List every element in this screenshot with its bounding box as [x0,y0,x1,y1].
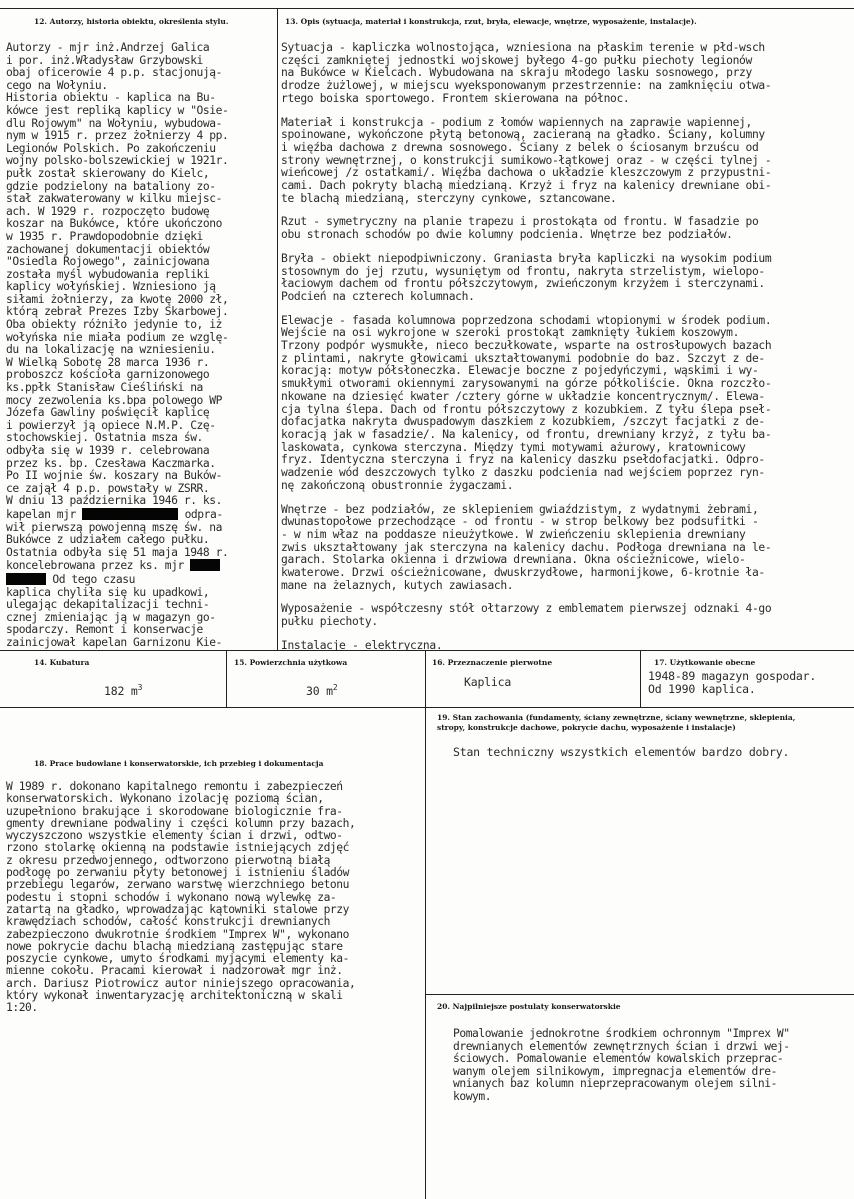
text-line: i por. inż.Władysław Grzybowski [6,53,203,67]
redacted-line-before: Bukówce z udziałem całego pułku. [6,533,210,547]
redaction-box [190,559,220,571]
paragraph [281,603,771,628]
text-line: du na lokalizację na wzniesieniu. [6,343,216,357]
text-line: Rzut - symetryczny na planie trapezu i prostokąta od frontu. W fasadzie po [281,215,759,229]
text-line: drewnianych elementów zewnętrznych ścian i drzwi wej- [453,1039,790,1053]
text-line: kowym. [453,1089,492,1103]
text-line: Józefa Gawliny poświęcił kaplicę [6,406,210,420]
text-line: pułku piechoty. [281,615,378,629]
text-line: strony wewnętrznej, o konstrukcji sumikowo-łątkowej oraz - w części tylnej - [281,153,772,167]
text-line: proboszcz kościoła garnizonowego [6,368,210,382]
text-line: krawędziach schodów, całość konstrukcji drewnianych [6,915,330,929]
text-line: łaciowym dachem od frontu półszczytowym, zwieńczonym krzyżem i sterczynami. [281,277,765,291]
text-line: przebiegu legarów, zerwano warstwę wierzchniego betonu [6,878,349,892]
text-line: rtego boiska sportowego. Frontem skierowana na północ. [281,91,630,105]
redacted-line [6,573,246,587]
text-line: koracją: motyw półsłoneczka. Elewacje boczne z pojedyńczymi, wąskimi i wy- [281,364,759,378]
text-line: ściowych. Pomalowanie elementów kowalskich przeprac- [453,1052,784,1066]
text-line: - w nim właz na poddasze nieużytkowe. W zwieńczeniu sklepienia drewniany [281,527,746,541]
stan-zachowania-value: Stan techniczny wszystkich elementów bardzo dobry. [453,745,790,759]
section-12-text [6,42,246,650]
paragraph [281,216,771,241]
text-line: kaplicy wołyńskiej. Wzniesiono ją [6,280,216,294]
text-line: z okresu przedwojennego, odtworzono pierwotną białą [6,853,330,867]
text-line: na Bukówce w Kielcach. Wybudowana na skraju młodego lasku sosnowego, przy [281,66,752,80]
text-line: fryz. Identyczna sterczyna i fryz na kalenicy daszku psełdofacjatki. Odpro- [281,453,765,467]
text-line: rzono stolarkę okienną na podstawie istniejących zdjęć [6,841,349,855]
redaction-box [82,508,178,520]
section-14 [0,650,226,707]
section-17-header: 17. Użytkowanie obecne [654,658,756,667]
text-line: podestu i stopni schodów i wykonano nową wylewkę za- [6,890,337,904]
redacted-line [6,559,246,573]
text-line: zabezpieczono dwukrotnie środkiem "Imprex W", wykonano [6,927,349,941]
text-line: Materiał i konstrukcja - podium z łomów wapiennych na zaprawie wapiennej, [281,115,752,129]
redacted-line-after: odpra- [178,507,223,521]
section-15-header: 15. Powierzchnia użytkowa [234,658,348,667]
section-13 [277,8,854,650]
text-line: Bryła - obiekt niepodpiwniczony. Graniasta bryła kapliczki na wysokim podium [281,251,772,265]
text-line: nę zakończoną obustronnie żygaczami. [281,478,514,492]
text-line: ulegając dekapitalizacji techni- [6,598,210,612]
redacted-line-before: koncelebrowana przez ks. mjr [6,559,191,573]
section-12 [0,8,277,650]
section-12-header: 12. Autorzy, historia obiektu, określenia stylu. [34,17,229,26]
text-line: wanym olejem silnikowym, impregnacja elementów dre- [453,1064,777,1078]
section-14-header: 14. Kubatura [34,658,90,667]
text-line: który wykonał inwentaryzację architektoniczną w skali [6,989,343,1003]
text-line: Wejście na osi wykrojone w szeroki prostokąt zamknięty łukiem koszowym. [281,326,740,340]
text-line: koracją jak w fasadzie/. Na kalenicy, od frontu, drewniany krzyż, z tyłu ba- [281,427,772,441]
text-line: którą zebrał Prezes Izby Skarbowej. [6,305,229,319]
text-line: cego na Wołyniu. [6,78,108,92]
text-line: gdzie podzielony na bataliony zo- [6,179,216,193]
text-line: zatartą na gładko, wprowadzając kątowniki stalowe przy [6,902,349,916]
redaction-box [6,573,46,585]
text-line: mocy zezwolenia ks.bpa polowego WP [6,393,222,407]
text-line: dofacjatka nakryta dwuspadowym daszkiem z kozubkiem, /szczyt facjatki z de- [281,415,765,429]
text-line: koszar na Bukówce, które ukończono [6,217,222,231]
text-line: te blachą miedzianą, sterczyny cynkowe, sztancowane. [281,191,617,205]
paragraph [281,253,771,304]
text-line: cja tylna ślepa. Dach od frontu półszczytowy z kozubkiem. Z tyłu ślepa pseł- [281,402,772,416]
text-line: Sytuacja - kapliczka wolnostojąca, wzniesiona na płaskim terenie w płd-wsch [281,41,765,54]
redacted-line [6,547,246,560]
text-line: nym w 1915 r. przez żołnierzy 4 pp. [6,129,229,143]
text-line: podłogę po zerwaniu płyty betonowej i istnieniu śladów [6,866,349,880]
text-line: Legionów Polskich. Po zakończeniu [6,141,216,155]
text-line: wojny polsko-bolszewickiej w 1921r. [6,154,229,168]
section-18 [0,707,425,1199]
redacted-line [6,508,246,522]
text-line: stał zakwaterowany w kilku miejsc- [6,192,222,206]
section-17 [640,650,854,707]
text-line: zainicjował kapelan Garnizonu Kie- [6,635,222,649]
section-19-header: 19. Stan zachowania (fundamenty, ściany zewnętrzne, ściany wewnętrzne, sklepienia, stropy, konstrukcje dachowe, pokrycie dachu, wyposażenie i instalacje) [437,713,796,732]
text-line: siłami żołnierzy, za kwotę 2000 zł, [6,292,229,306]
text-line: W Wielką Sobotę 28 marca 1936 r. [6,355,210,369]
text-line: mienne cokołu. Pracami kierował i nadzorował mgr inż. [6,964,343,978]
text-line: Podcień na czterech kolumnach. [281,289,475,303]
text-line: Oba obiekty różniło jedynie to, iż [6,318,222,332]
section-13-text [281,42,771,650]
text-line: uzupełniono brakujące i skorodowane biologicznie fra- [6,804,343,818]
text-line: Historia obiektu - kaplica na Bu- [6,91,216,105]
text-line: W dniu 13 października 1946 r. ks. [6,494,222,508]
text-line: ce zajął 4 p.p. powstały w ZSRR. [6,481,210,495]
text-line: kaplica chyliła się ku upadkowi, [6,585,210,599]
text-line: spoinowane, wykończone płytą betonową, zacieraną na gładko. Ściany, kolumny [281,128,765,142]
text-line: przez ks. bp. Czesława Kaczmarka. [6,456,216,470]
text-line: kwaterowe. Drzwi ościeżnicowane, dwuskrzydłowe, harmonijkowe, 6-krotnie ła- [281,566,765,580]
text-line: w 1935 r. Prawdopodobnie dzięki [6,229,203,243]
text-line: kówce jest repliką kaplicy w "Osie- [6,103,229,117]
redacted-line-before: kapelan mjr [6,507,83,521]
text-line: konserwatorskich. Wykonano izolację poziomą ścian, [6,792,324,806]
text-line: cami. Dach pokryty blachą miedzianą. Krzyż i fryz na kalenicy drewniane obi- [281,179,772,193]
text-line: stochowskiej. Ostatnia msza św. [6,431,203,445]
section-13-header: 13. Opis (sytuacja, materiał i konstrukcja, rzut, bryła, elewacje, wnętrze, wyposażenie, instalacje). [285,17,697,26]
redacted-line-before: Ostatnia odbyła się 51 maja 1948 r. [6,545,229,559]
text-line: nowe pokrycie dachu blachą miedzianą zastępując stare [6,939,343,953]
section-16 [425,650,640,707]
text-line: wieńcowej /z ostatkami/. Więźba dachowa o układzie kleszczowym z przypustni- [281,166,772,180]
uzytkowanie-value: 1948-89 magazyn gospodar. Od 1990 kaplica. [648,669,817,696]
text-line: cznej zmieniając ją w magazyn go- [6,610,216,624]
text-line: nkowane na dziesięć kwater /cztery górne w układzie koncentrycznym/. Elewa- [281,389,765,403]
text-line: Po II wojnie św. koszary na Buków- [6,469,222,483]
text-line: Wyposażenie - współczesny stół ołtarzowy z emblematem pierwszej odznaki 4-go [281,602,772,616]
text-line: wołyńska nie miała podium ze wzglę- [6,330,229,344]
text-line: spodarczy. Remont i konserwacje [6,623,203,637]
text-line: została myśl wybudowania repliki [6,267,210,281]
paragraph [281,315,771,493]
text-line: stosownym do jej rzutu, wysuniętym od frontu, nakryta strzelistym, wielopo- [281,264,765,278]
text-line: W 1989 r. dokonano kapitalnego remontu i zabezpieczeń [6,780,343,793]
text-line: Wnętrze - bez podziałów, ze sklepieniem gwiaździstym, z wydatnymi żebrami, [281,502,759,516]
text-line: smukłymi otworami okiennymi zarysowanymi na górze półkoliście. Okna rozczło- [281,377,772,391]
section-15 [226,650,425,707]
text-line: zwis ukształtowany jak sterczyna na kalenicy dachu. Podłoga drewniana na le- [281,540,772,554]
paragraph [281,504,771,593]
kubatura-value: 182 $m^3$ [104,683,143,698]
section-19 [425,707,854,994]
text-line: dwunastopołowe przechodzące - od frontu - w strop belkowy bez podsufitki - [281,515,759,529]
text-line: obaj oficerowie 4 p.p. stacjonują- [6,66,222,80]
text-line: i powierzył ją opiece N.M.P. Czę- [6,418,216,432]
text-line: poszycie cynkowe, umyto środkami myjącymi elementy ka- [6,952,349,966]
text-line: wadzenie wód deszczowych tylko z daszku podcienia nad wejściem poprzez ryn- [281,466,765,480]
text-line: Autorzy - mjr inż.Andrzej Galica [6,41,210,54]
paragraph [281,42,771,106]
text-line: ks.ppłk Stanisław Cieśliński na [6,381,203,395]
section-16-header: 16. Przeznaczenie pierwotne [432,658,553,667]
text-line: ach. W 1929 r. rozpoczęto budowę [6,204,210,218]
przeznaczenie-value: Kaplica [464,675,512,689]
text-line: garach. Stolarka okienna i drzwiowa drewniana. Okna ościeżnicowe, wielo- [281,553,746,567]
section-20 [425,994,854,1199]
text-line: dlu Rojowym" na Wołyniu, wybudowa- [6,116,222,130]
text-line: mane na żelaznych, kutych zawiasach. [281,578,514,592]
powierzchnia-value: 30 $m^2$ [306,683,338,698]
text-line: 1:20. [6,1001,38,1015]
section-20-text [453,1028,790,1104]
text-line: Elewacje - fasada kolumnowa poprzedzona schodami wtopionymi w środek podium. [281,313,772,327]
text-line: drodze żużlowej, w miejscu wyeksponowanym przestrzennie: na zamknięciu otwa- [281,79,772,93]
section-18-header: 18. Prace budowlane i konserwatorskie, ich przebieg i dokumentacja [34,759,324,768]
text-line: gmenty drewniane podwaliny i części kolumn przy bazach, [6,816,356,830]
text-line: wyczyszczono wszystkie elementy ścian i drzwi, odtwo- [6,829,343,843]
text-line: Pomalowanie jednokrotne środkiem ochronnym "Imprex W" [453,1027,790,1040]
redacted-line-after: Od tego czasu [46,572,135,586]
text-line: części zamkniętej jednostki wojskowej byłego 4-go pułku piechoty legionów [281,53,752,67]
text-line: laskowata, cynkowa sterczyna. Między tymi motywami ażurowy, kratownicowy [281,440,746,454]
section-20-header: 20. Najpilniejsze postulaty konserwatorskie [437,1002,621,1011]
text-line: pułk został skierowany do Kielc, [6,166,210,180]
section-18-text [6,781,355,1015]
paragraph [281,640,771,650]
text-line: arch. Dariusz Piotrowicz autor niniejszego opracowania, [6,976,356,990]
text-line: i więźba dachowa z drewna sosnowego. Ściany z belek o ściosanym brzuścu od [281,140,759,154]
text-line: z plintami, nakryte głowicami ukształtowanymi podobnie do baz. Szczyt z de- [281,351,765,365]
paragraph [281,117,771,206]
text-line: wnianych baz kolumn nieprzepracowanym olejem silni- [453,1077,777,1091]
text-line: obu stronach schodów po dwie kolumny podcienia. Wnętrze bez podziałów. [281,228,733,242]
text-line: Instalacje - elektryczna. [281,638,443,650]
text-line: "Osiedla Rojowego", zainicjowana [6,255,210,269]
text-line: odbyła się w 1939 r. celebrowana [6,444,210,457]
text-line: zachowanej dokumentacji obiektów [6,242,210,256]
redacted-line-before: wił pierwszą powojenną mszę św. na [6,520,222,534]
text-line: Trzony podpór wysmukłe, nieco beczułkowate, wsparte na ostrosłupowych bazach [281,339,772,353]
